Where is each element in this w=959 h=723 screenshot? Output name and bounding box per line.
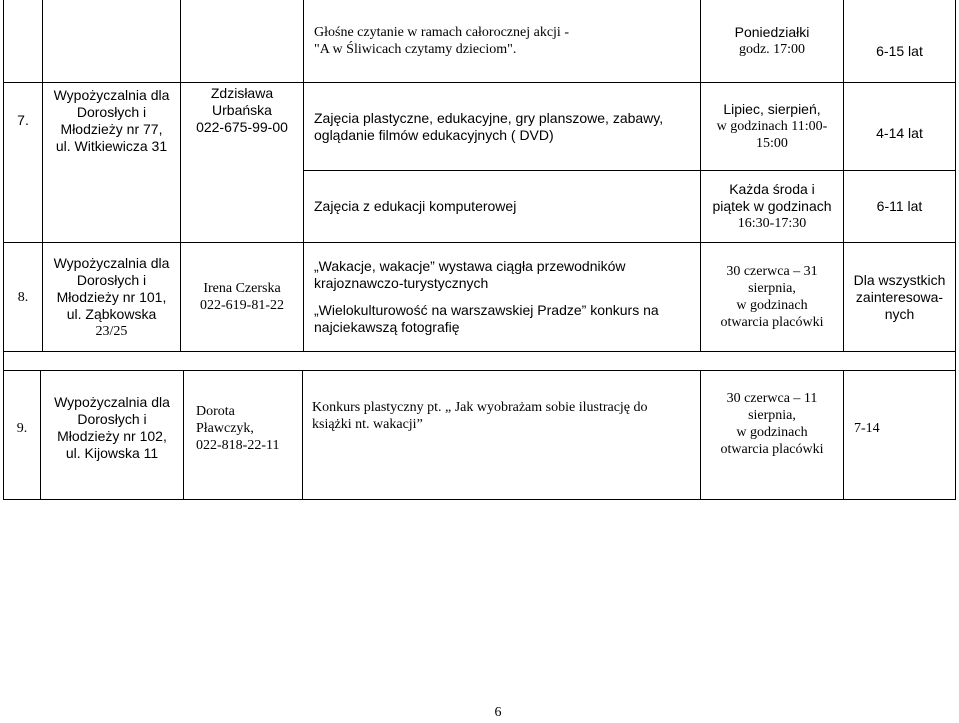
library-line: 23/25 (95, 323, 128, 339)
age-range: nych (884, 305, 915, 322)
contact-line: Pławczyk, (196, 420, 254, 436)
schedule-line: sierpnia, (748, 408, 796, 423)
table-row-7-index (4, 83, 42, 158)
event-line: Głośne czytanie w ramach całorocznej akcji - (314, 25, 569, 40)
schedule-line: godz. 17:00 (738, 42, 806, 57)
table-row-8-library (43, 243, 180, 351)
table-row-0-ages-0 (844, 28, 955, 74)
library-line: ul. Witkiewicza 31 (55, 137, 168, 154)
schedule-line: piątek w godzinach (712, 198, 832, 214)
event-line: Zajęcia plastyczne, edukacyjne, gry planszowe, zabawy, (314, 109, 664, 126)
table-row-8-index (4, 243, 42, 351)
table-row-8-schedule-0 (701, 243, 843, 351)
contact-line: Irena Czerska (203, 281, 281, 296)
table-row-9-event-0 (303, 371, 700, 461)
table-row-7-ages-0 (844, 83, 955, 183)
event-line: Zajęcia z edukacji komputerowej (314, 198, 517, 214)
library-line: Wypożyczalnia dla (53, 86, 170, 103)
table-row-7-event-1 (304, 171, 700, 242)
row-number: 7. (17, 112, 29, 128)
library-line: Dorosłych i (76, 103, 147, 120)
table-row-9-schedule-0 (701, 371, 843, 477)
contact-line: 022-619-81-22 (200, 298, 284, 313)
age-range: 6-11 lat (876, 198, 923, 214)
contact-line: Dorota (196, 403, 235, 419)
event-line: krajoznawczo-turystycznych (314, 275, 489, 291)
schedule-line: 16:30-17:30 (737, 216, 807, 231)
age-range: 7-14 (854, 420, 880, 436)
schedule-line: w godzinach 11:00- (716, 119, 828, 134)
library-line: Wypożyczalnia dla (54, 394, 170, 410)
event-line: najciekawszą fotografię (314, 319, 460, 335)
event-line: „Wakacje, wakacje” wystawa ciągła przewodników (314, 258, 626, 274)
table-row-8-ages-0 (844, 243, 955, 351)
grid-line (3, 499, 956, 500)
contact-line: 022-675-99-00 (196, 119, 288, 135)
event-spacer (314, 292, 700, 302)
event-line: Konkurs plastyczny pt. „ Jak wyobrażam sobie ilustrację do (312, 400, 648, 415)
page-number: 6 (494, 705, 502, 720)
row-number: 9. (16, 420, 28, 436)
table-row-0-schedule-0 (701, 0, 843, 82)
library-line: ul. Ząbkowska (66, 305, 157, 322)
age-range: 4-14 lat (876, 124, 923, 141)
schedule-line: 15:00 (756, 136, 788, 151)
table-row-7-schedule-1 (701, 171, 843, 242)
grid-line (955, 0, 956, 500)
library-line: Młodzieży nr 77, (60, 120, 163, 137)
table-row-7-ages-1 (844, 171, 955, 242)
event-line: „Wielokulturowość na warszawskiej Pradze” konkurs na (314, 302, 659, 318)
row-number: 8. (17, 289, 29, 305)
library-line: Dorosłych i (77, 411, 147, 427)
age-range: zainteresowa- (855, 288, 944, 305)
schedule-line: 30 czerwca – 31 (726, 264, 818, 279)
event-line: "A w Śliwicach czytamy dzieciom". (314, 42, 517, 57)
event-line: oglądanie filmów edukacyjnych ( DVD) (314, 126, 554, 143)
schedule-line: w godzinach (736, 298, 808, 313)
schedule-line: w godzinach (736, 425, 808, 440)
table-row-8-contact (181, 243, 303, 351)
table-row-9-contact (184, 371, 302, 485)
contact-line: Zdzisława (210, 85, 274, 101)
table-row-9-ages-0 (844, 371, 955, 485)
schedule-line: otwarcia placówki (720, 442, 824, 457)
table-row-7-contact (181, 83, 303, 138)
schedule-line: otwarcia placówki (720, 315, 824, 330)
table-row-0-event-0 (304, 0, 700, 82)
library-line: ul. Kijowska 11 (65, 445, 159, 461)
schedule-line: Poniedziałki (734, 24, 810, 40)
age-range: 6-15 lat (876, 42, 923, 59)
grid-line (3, 351, 956, 352)
schedule-line: 30 czerwca – 11 (726, 391, 818, 406)
library-line: Młodzieży nr 102, (57, 428, 167, 444)
table-row-7-library (43, 83, 180, 158)
schedule-line: Każda środa i (729, 181, 815, 197)
event-line: książki nt. wakacji” (312, 417, 423, 432)
age-range: Dla wszystkich (853, 271, 946, 288)
library-line: Młodzieży nr 101, (56, 288, 167, 305)
table-row-7-event-0 (304, 83, 700, 170)
contact-line: 022-818-22-11 (196, 437, 280, 453)
table-row-8-event-0 (304, 243, 700, 351)
contact-line: Urbańska (212, 102, 272, 118)
library-line: Wypożyczalnia dla (53, 254, 170, 271)
table-row-9-library (41, 371, 183, 485)
library-line: Dorosłych i (76, 271, 147, 288)
schedule-line: sierpnia, (748, 281, 796, 296)
table-row-7-schedule-0 (701, 83, 843, 170)
schedule-line: Lipiec, sierpień, (723, 101, 821, 117)
table-row-9-index (4, 371, 40, 485)
